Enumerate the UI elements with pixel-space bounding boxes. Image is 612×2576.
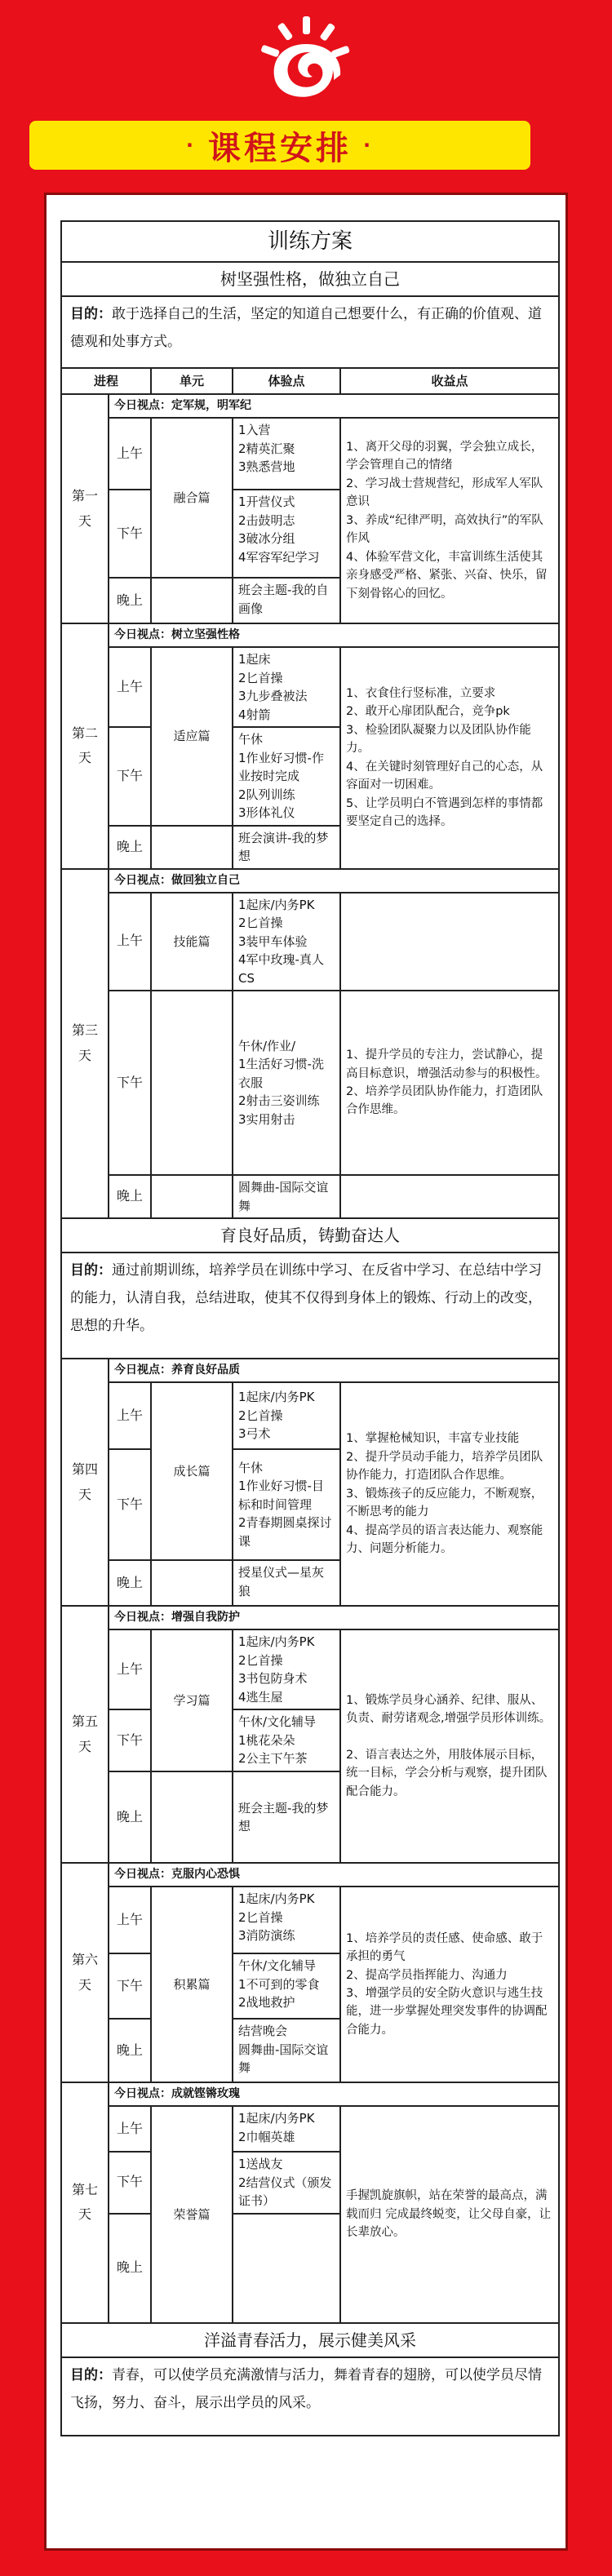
eve-activities: 班会主题-我的梦想: [233, 1771, 340, 1863]
pm-label: 下午: [109, 1709, 151, 1771]
am-label: 上午: [109, 893, 151, 991]
training-plan-card: [44, 193, 568, 2551]
day-label: 第四天: [61, 1359, 109, 1606]
am-label: 上午: [109, 418, 151, 490]
pm-activities: 午休 1作业好习惯-作业按时完成 2队列训练 3形体礼仪: [233, 727, 340, 826]
gain-points: 1、提升学员的专注力，尝试静心，提高目标意识，增强活动参与的积极性。 2、培养学员团队协作能力，打造团队合作思维。: [340, 991, 559, 1175]
eve-label: 晚上: [109, 826, 151, 869]
day-label: 第六天: [61, 1863, 109, 2082]
pm-label: 下午: [109, 727, 151, 826]
banner-title: 课程安排: [208, 129, 352, 167]
unit-name: 适应篇: [151, 647, 233, 826]
goal-text: 敢于选择自己的生活，坚定的知道自己想要什么，有正确的价值观、道德观和处事方式。: [70, 306, 542, 350]
section3-goal: [61, 2357, 559, 2436]
header-experience: 体验点: [233, 368, 340, 394]
eve-activities: 结营晚会 圆舞曲-国际交谊舞: [233, 2019, 340, 2082]
section3-title: 洋溢青春活力，展示健美风采: [61, 2323, 559, 2357]
goal-label: 目的：: [70, 1262, 112, 1279]
section1-title: 树坚强性格，做独立自己: [61, 262, 559, 296]
eve-activities: [233, 2214, 340, 2323]
pm-activities: 午休 1作业好习惯-目标和时间管理 2青春期圆桌探讨课: [233, 1449, 340, 1560]
unit-name: 荣誉篇: [151, 2106, 233, 2323]
am-activities: 1入营 2精英汇聚 3熟悉营地: [233, 418, 340, 490]
am-activities: 1起床/内务PK 2匕首操 3书包防身术 4逃生屋: [233, 1629, 340, 1709]
goal-label: 目的：: [70, 2366, 112, 2383]
pm-activities: 午休/文化辅导 1桃花朵朵 2公主下午茶: [233, 1709, 340, 1771]
eve-label: 晚上: [109, 578, 151, 623]
day-label: 第一天: [61, 394, 109, 623]
gain-points: 1、掌握枪械知识，丰富专业技能 2、提升学员动手能力，培养学员团队协作能力，打造团队合作思维。 3、锻炼孩子的反应能力，不断观察，不断思考的能力 4、提高学员的语言表达能力、观察能力、问题分析能力。: [340, 1382, 559, 1606]
eve-label: 晚上: [109, 1560, 151, 1606]
goal-label: 目的：: [70, 306, 112, 322]
pm-label: 下午: [109, 490, 151, 578]
am-label: 上午: [109, 647, 151, 727]
unit-name: 成长篇: [151, 1382, 233, 1560]
pm-activities: 1送战友 2结营仪式（颁发证书）: [233, 2152, 340, 2214]
eve-activities: 授星仪式—星灰狼: [233, 1560, 340, 1606]
am-label: 上午: [109, 1629, 151, 1709]
am-label: 上午: [109, 2106, 151, 2152]
banner-dot-left: ·: [185, 134, 197, 157]
am-activities: 1起床/内务PK 2匕首操 3消防演练: [233, 1887, 340, 1953]
gain-points: 1、衣食住行竖标准，立要求 2、敢开心扉团队配合，竞争pk 3、检验团队凝聚力以及团队协作能力。 4、在关键时刻管理好自己的心态，从容面对一切困难。 5、让学员明白不管遇到怎样的事情都要坚定自己的选择。: [340, 647, 559, 869]
goal-text: 通过前期训练，培养学员在训练中学习、在反省中学习、在总结中学习的能力，认清自我，总结进取，使其不仅得到身体上的锻炼、行动上的改变，思想的升华。: [70, 1262, 542, 1334]
section2-title: 育良好品质，铸勤奋达人: [61, 1218, 559, 1253]
section1-goal: [61, 296, 559, 368]
course-schedule-banner: [29, 121, 530, 170]
eve-label: 晚上: [109, 1771, 151, 1863]
unit-name: 融合篇: [151, 418, 233, 578]
am-label: 上午: [109, 1382, 151, 1449]
header-unit: 单元: [151, 368, 233, 394]
day-view: 今日视点：树立坚强性格: [109, 623, 559, 647]
day-view: 今日视点：定军规，明军纪: [109, 394, 559, 418]
am-label: 上午: [109, 1887, 151, 1953]
am-activities: 1起床/内务PK 2巾帼英雄: [233, 2106, 340, 2152]
day-view: 今日视点：养育良好品质: [109, 1359, 559, 1382]
pm-activities: 午休/文化辅导 1不可到的零食 2战地救护: [233, 1953, 340, 2019]
unit-name: 学习篇: [151, 1629, 233, 1771]
gain-points: 1、锻炼学员身心涵养、纪律、服从、负责、耐劳诸观念,增强学员形体训练。 2、语言表达之外，用肢体展示目标，统一目标，学会分析与观察，提升团队配合能力。: [340, 1629, 559, 1863]
pm-activities: 午休/作业/ 1生活好习惯-洗衣服 2射击三姿训练 3实用射击: [233, 991, 340, 1175]
header-gain: 收益点: [340, 368, 559, 394]
day-label: 第五天: [61, 1606, 109, 1863]
pm-label: 下午: [109, 2152, 151, 2214]
day-view: 今日视点：做回独立自己: [109, 869, 559, 893]
day-label: 第三天: [61, 869, 109, 1219]
gain-points: 1、离开父母的羽翼，学会独立成长，学会管理自己的情绪 2、学习战士营规营纪，形成军人军队意识 3、养成“纪律严明，高效执行”的军队作风 4、体验军营文化，丰富训练生活使其亲身感受严格、紧张、兴奋、快乐，留下刻骨铭心的回忆。: [340, 418, 559, 623]
unit-name: 技能篇: [151, 893, 233, 991]
pm-label: 下午: [109, 991, 151, 1175]
am-activities: 1起床 2匕首操 3九步叠被法 4射箭: [233, 647, 340, 727]
pm-label: 下午: [109, 1953, 151, 2019]
day-view: 今日视点：成就铿锵玫瑰: [109, 2082, 559, 2106]
day-label: 第七天: [61, 2082, 109, 2323]
eve-activities: 班会演讲-我的梦想: [233, 826, 340, 869]
goal-text: 青春，可以使学员充满激情与活力，舞着青春的翅膀，可以使学员尽情飞扬，努力、奋斗，展示出学员的风采。: [70, 2366, 542, 2411]
pm-label: 下午: [109, 1449, 151, 1560]
training-plan-table: [60, 220, 560, 2436]
gain-points: 1、培养学员的责任感、使命感、敢于承担的勇气 2、提高学员指挥能力、沟通力 3、增强学员的安全防火意识与逃生技能，进一步掌握处理突发事件的协调配合能力。: [340, 1887, 559, 2082]
eve-activities: 班会主题-我的自画像: [233, 578, 340, 623]
day-view: 今日视点：增强自我防护: [109, 1606, 559, 1629]
eve-label: 晚上: [109, 2214, 151, 2323]
header-process: 进程: [61, 368, 151, 394]
table-header-row: [61, 368, 559, 394]
day-label: 第二天: [61, 623, 109, 869]
banner-dot-right: ·: [363, 134, 375, 157]
unit-name: 积累篇: [151, 1887, 233, 2082]
day-view: 今日视点：克服内心恐惧: [109, 1863, 559, 1887]
brand-logo-icon: [249, 15, 363, 104]
eve-label: 晚上: [109, 1175, 151, 1218]
eve-label: 晚上: [109, 2019, 151, 2082]
am-activities: 1起床/内务PK 2匕首操 3装甲车体验 4军中玫瑰-真人CS: [233, 893, 340, 991]
section2-goal: [61, 1253, 559, 1359]
plan-title: 训练方案: [61, 221, 559, 262]
eve-activities: 圆舞曲-国际交谊舞: [233, 1175, 340, 1218]
gain-points: 手握凯旋旗帜，站在荣誉的最高点，满载而归 完成最终蜕变，让父母自豪，让长辈放心。: [340, 2106, 559, 2323]
am-activities: 1起床/内务PK 2匕首操 3弓术: [233, 1382, 340, 1449]
pm-activities: 1开营仪式 2击鼓明志 3破冰分组 4军容军纪学习: [233, 490, 340, 578]
